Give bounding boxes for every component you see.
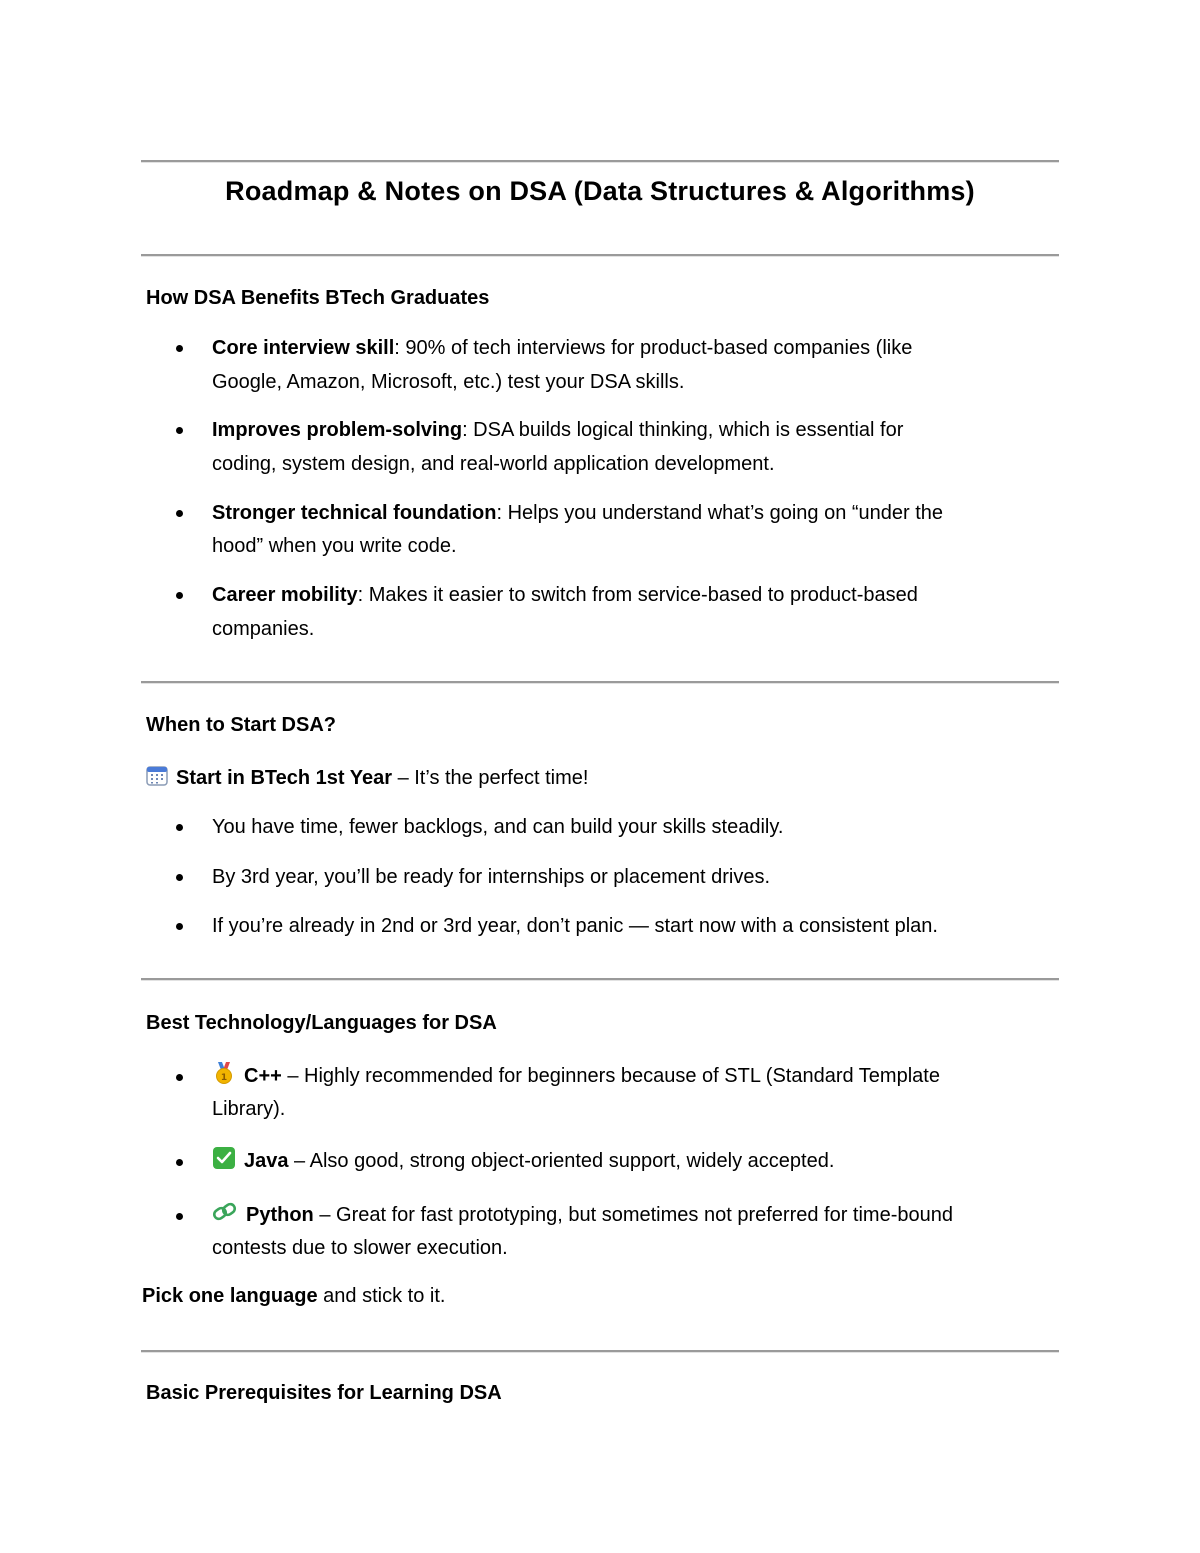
item-text: – Great for fast prototyping, but sometimes not preferred for time-bound: [313, 1204, 953, 1226]
list-item: [212, 331, 1062, 365]
first-place-medal-icon: [212, 1061, 236, 1096]
term: Improves problem-solving: [212, 419, 463, 441]
prereq-heading: Basic Prerequisites for Learning DSA: [146, 1382, 502, 1404]
bullet: [176, 592, 183, 599]
list-item: [212, 413, 1062, 447]
when-lead: [146, 761, 588, 798]
section-rule: [141, 681, 1059, 684]
list-item: If you’re already in 2nd or 3rd year, don’t panic — start now with a consistent plan.: [212, 915, 938, 937]
list-item-cont: contests due to slower execution.: [212, 1237, 508, 1259]
term: Core interview skill: [212, 337, 395, 359]
bullet: [176, 1159, 183, 1166]
page-title: Roadmap & Notes on DSA (Data Structures & Algorithms): [225, 176, 975, 206]
languages-heading: Best Technology/Languages for DSA: [146, 1012, 497, 1034]
title-rule: [141, 254, 1059, 257]
item-text: – Also good, strong object-oriented support, widely accepted.: [288, 1150, 835, 1172]
bullet: [176, 510, 183, 517]
bullet: [176, 427, 183, 434]
calendar-icon: [146, 764, 168, 798]
list-item-cont: hood” when you write code.: [212, 535, 457, 557]
bullet: [176, 824, 183, 831]
item-text: : 90% of tech interviews for product-based companies (like: [394, 337, 913, 359]
list-item-cont: Google, Amazon, Microsoft, etc.) test your DSA skills.: [212, 371, 685, 393]
list-item: You have time, fewer backlogs, and can build your skills steadily.: [212, 816, 784, 838]
list-item: [212, 496, 1062, 530]
section-rule: [141, 1350, 1059, 1353]
advice-bold: Pick one language: [142, 1285, 318, 1307]
item-text: : DSA builds logical thinking, which is essential for: [462, 419, 904, 441]
language-name: C++: [244, 1065, 282, 1087]
item-text: – Highly recommended for beginners because of STL (Standard Template: [281, 1065, 940, 1087]
when-heading: When to Start DSA?: [146, 714, 336, 736]
check-mark-icon: [212, 1146, 236, 1181]
language-name: Java: [244, 1150, 289, 1172]
section-rule: [141, 978, 1059, 981]
when-lead-bold: Start in BTech 1st Year: [176, 767, 393, 789]
list-item: [212, 1198, 1062, 1235]
bullet: [176, 874, 183, 881]
language-advice: [142, 1279, 445, 1313]
language-name: Python: [246, 1204, 314, 1226]
svg-text:1: 1: [220, 1073, 228, 1083]
list-item: By 3rd year, you’ll be ready for internships or placement drives.: [212, 866, 771, 888]
bullet: [176, 923, 183, 930]
bullet: [176, 1074, 183, 1081]
term: Stronger technical foundation: [212, 502, 497, 524]
term: Career mobility: [212, 584, 358, 606]
item-text: : Makes it easier to switch from service-based to product-based: [357, 584, 918, 606]
item-text: : Helps you understand what’s going on “under the: [496, 502, 944, 524]
list-item: [212, 1144, 1062, 1181]
bullet: [176, 345, 183, 352]
bullet: [176, 1213, 183, 1220]
top-rule: [141, 160, 1059, 163]
list-item-cont: coding, system design, and real-world application development.: [212, 453, 775, 475]
list-item: [212, 578, 1062, 612]
list-item-cont: companies.: [212, 618, 315, 640]
list-item: [212, 1059, 1062, 1096]
when-lead-rest: – It’s the perfect time!: [392, 767, 589, 789]
link-icon: [212, 1200, 238, 1235]
list-item-cont: Library).: [212, 1098, 286, 1120]
benefits-heading: How DSA Benefits BTech Graduates: [146, 287, 490, 309]
advice-rest: and stick to it.: [317, 1285, 446, 1307]
